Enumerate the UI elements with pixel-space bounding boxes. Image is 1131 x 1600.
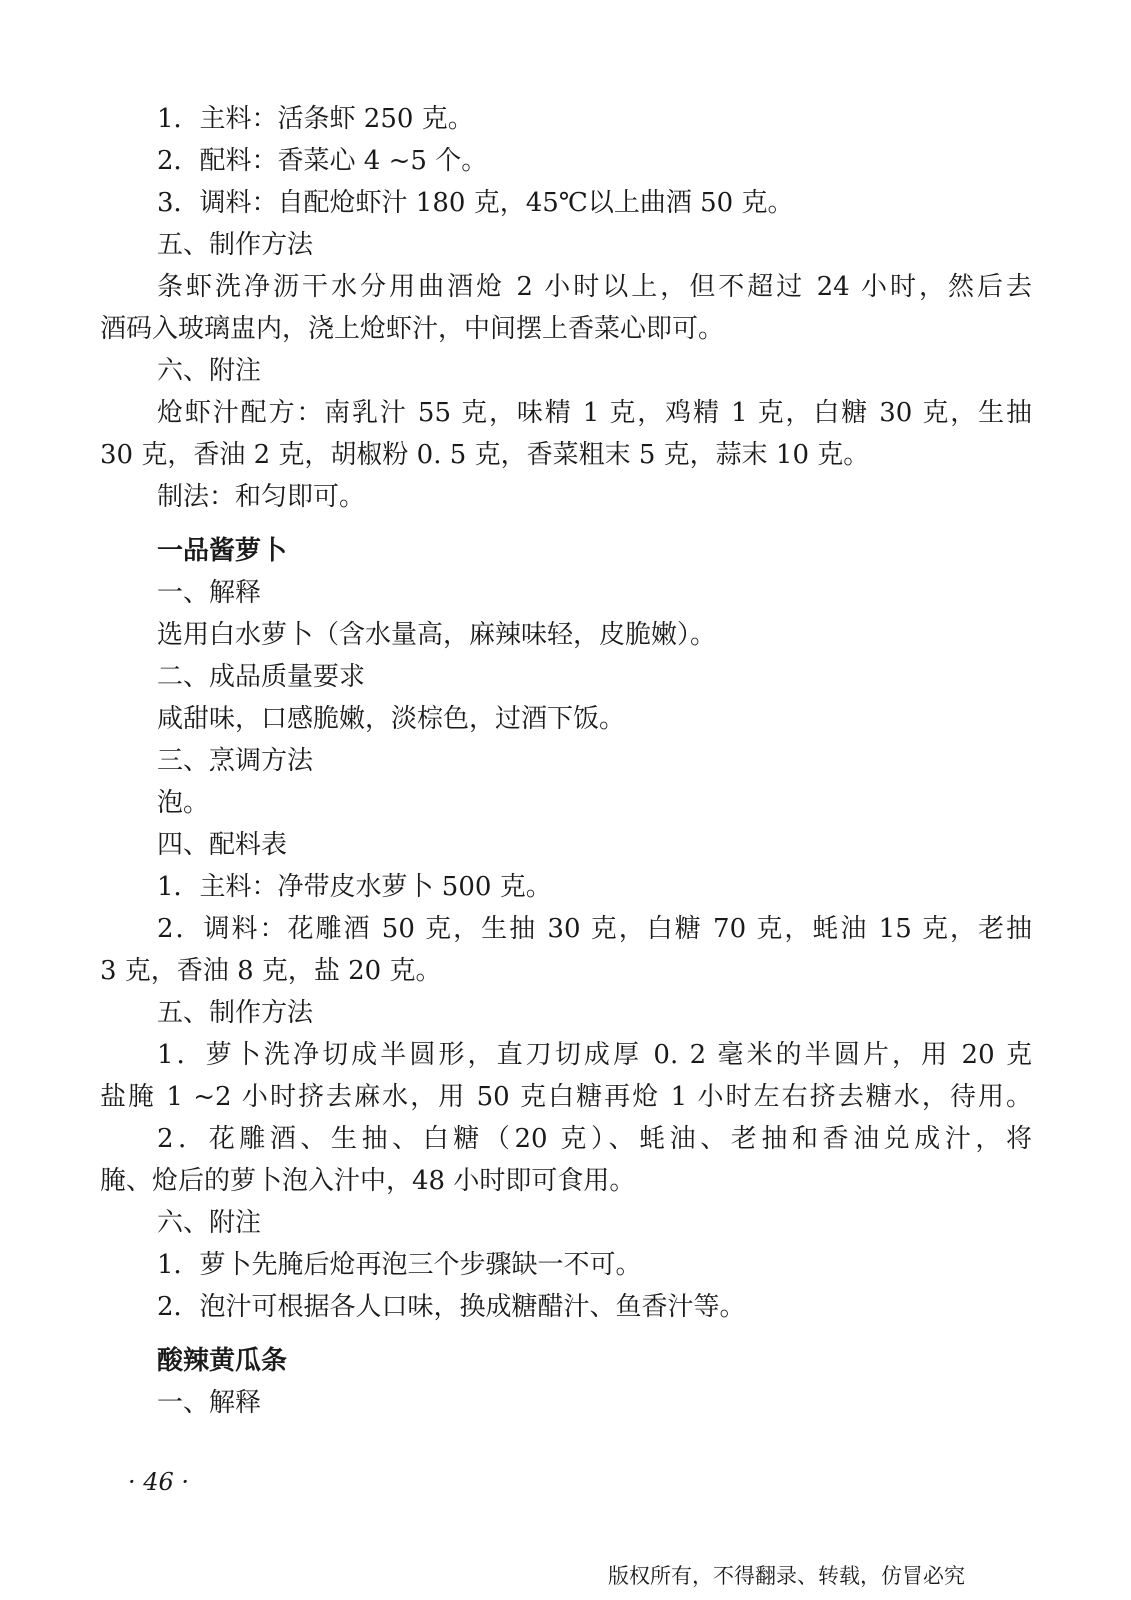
section-heading: 三、烹调方法 <box>157 746 314 776</box>
text-line: 3．调料：自配炝虾汁 180 克，45℃以上曲酒 50 克。 <box>157 188 794 218</box>
text-line: 1．萝卜先腌后炝再泡三个步骤缺一不可。 <box>157 1250 642 1280</box>
section-heading: 六、附注 <box>157 1208 262 1238</box>
section-heading: 一、解释 <box>157 1388 262 1418</box>
page-body <box>100 98 1032 1424</box>
section-heading: 五、制作方法 <box>157 998 314 1028</box>
text-line: 2．花雕酒、生抽、白糖（20 克）、蚝油、老抽和香油兑成汁，将 <box>157 1124 1032 1154</box>
text-line: 炝虾汁配方：南乳汁 55 克，味精 1 克，鸡精 1 克，白糖 30 克，生抽 <box>157 398 1032 428</box>
text-line: 酒码入玻璃盅内，浇上炝虾汁，中间摆上香菜心即可。 <box>100 314 725 344</box>
recipe-title: 酸辣黄瓜条 <box>157 1346 288 1376</box>
text-line: 1．萝卜洗净切成半圆形，直刀切成厚 0. 2 毫米的半圆片，用 20 克 <box>157 1040 1032 1070</box>
text-line: 2．泡汁可根据各人口味，换成糖醋汁、鱼香汁等。 <box>157 1292 746 1322</box>
text-line: 条虾洗净沥干水分用曲酒炝 2 小时以上，但不超过 24 小时，然后去 <box>157 272 1032 302</box>
text-line: 泡。 <box>157 788 210 818</box>
text-line: 咸甜味，口感脆嫩，淡棕色，过酒下饭。 <box>157 704 626 734</box>
text-line: 腌、炝后的萝卜泡入汁中，48 小时即可食用。 <box>100 1166 636 1196</box>
section-heading: 二、成品质量要求 <box>157 662 366 692</box>
page-number: · 46 · <box>128 1468 190 1496</box>
section-heading: 五、制作方法 <box>157 230 314 260</box>
text-line: 3 克，香油 8 克，盐 20 克。 <box>100 956 442 986</box>
text-line: 1．主料：活条虾 250 克。 <box>157 104 474 134</box>
text-line: 2．调料：花雕酒 50 克，生抽 30 克，白糖 70 克，蚝油 15 克，老抽 <box>157 914 1032 944</box>
section-heading: 一、解释 <box>157 578 262 608</box>
text-line: 盐腌 1 ~2 小时挤去麻水，用 50 克白糖再炝 1 小时左右挤去糖水，待用。 <box>100 1082 1032 1112</box>
text-line: 选用白水萝卜（含水量高，麻辣味轻，皮脆嫩）。 <box>157 620 717 650</box>
copyright-notice: 版权所有，不得翻录、转载，仿冒必究 <box>608 1564 965 1588</box>
text-line: 2．配料：香菜心 4 ~5 个。 <box>157 146 488 176</box>
section-heading: 四、配料表 <box>157 830 288 860</box>
section-heading: 六、附注 <box>157 356 262 386</box>
text-line: 制法：和匀即可。 <box>157 482 366 512</box>
text-line: 30 克，香油 2 克，胡椒粉 0. 5 克，香菜粗末 5 克，蒜末 10 克。 <box>100 440 870 470</box>
text-line: 1．主料：净带皮水萝卜 500 克。 <box>157 872 552 902</box>
recipe-title: 一品酱萝卜 <box>157 536 288 566</box>
